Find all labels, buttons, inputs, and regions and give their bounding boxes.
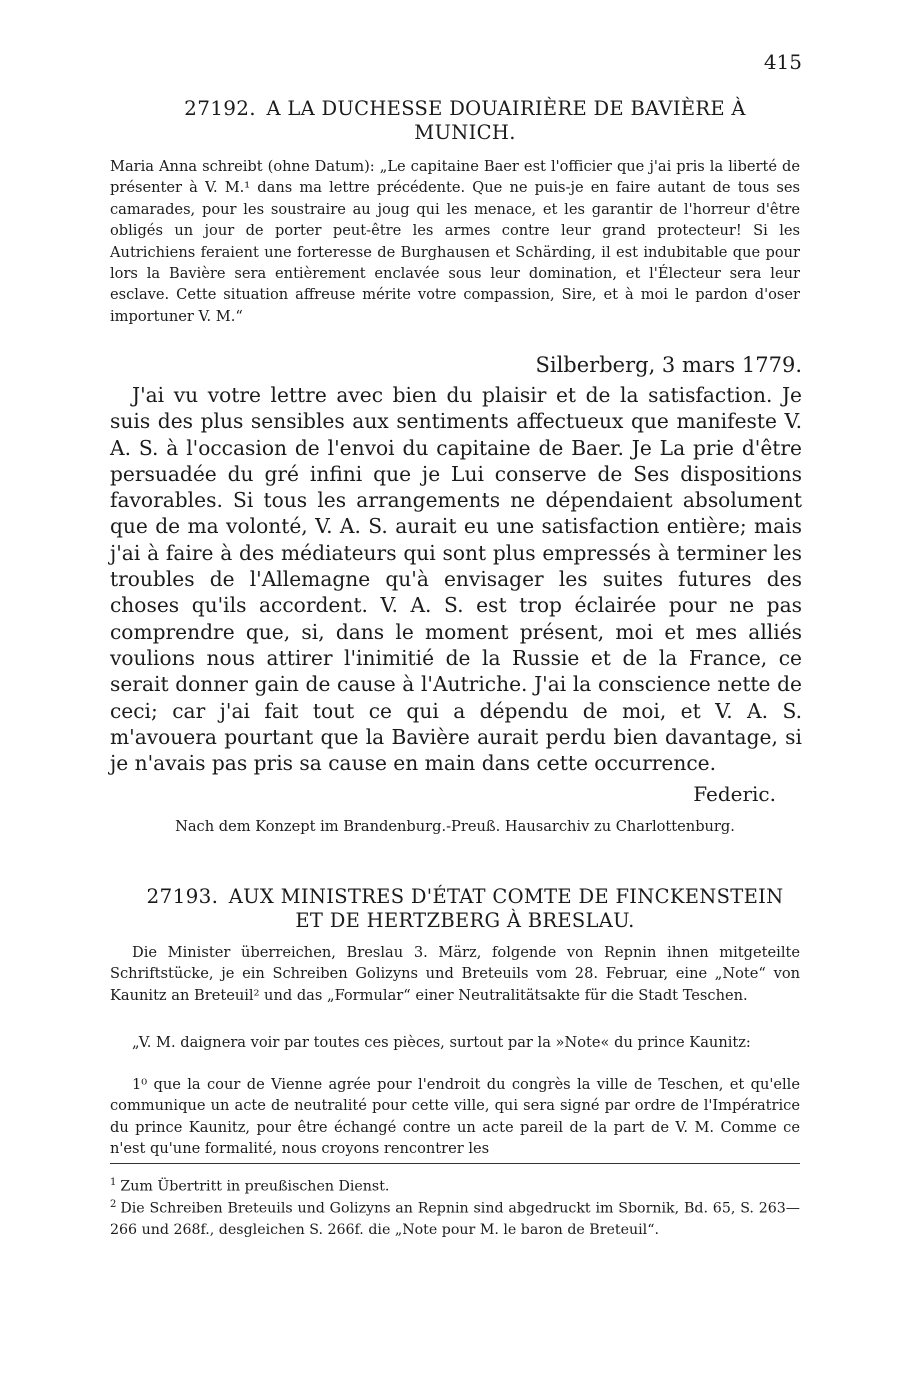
dateline: Silberberg, 3 mars 1779. bbox=[535, 353, 802, 377]
footnote-2 bbox=[110, 1194, 800, 1241]
letter-heading-line bbox=[130, 884, 800, 909]
footnote-text: Zum Übertritt in preußischen Dienst. bbox=[120, 1178, 390, 1195]
letter-heading bbox=[130, 96, 800, 145]
footnote-text: Die Schreiben Breteuils und Golizyns an Repnin sind abgedruckt im Sbornik, Bd. 65, S. 263—266 und 268f., desgleichen S. 266f. die „Note pour M. le baron de Breteuil“. bbox=[110, 1200, 800, 1238]
letter-summary: Die Minister überreichen, Breslau 3. März, folgende von Repnin ihnen mitgeteilte Schriftstücke, je ein Schreiben Golizyns und Breteuils vom 28. Februar, eine „Note“ von Kaunitz an Breteuil² und das „Formular“ einer Neutralitätsakte für die Stadt Teschen. bbox=[110, 944, 800, 1004]
letter-title-line1: AUX MINISTRES D'ÉTAT COMTE DE FINCKENSTEIN bbox=[228, 885, 784, 908]
letter-summary: Maria Anna schreibt (ohne Datum): „Le capitaine Baer est l'officier que j'ai pris la liberté de présenter à V. M.¹ dans ma lettre précédente. Que ne puis-je en faire autant de tous ses camarades, pour les soustraire au joug qui les menace, et les garantir de l'horreur d'être obligés un jour de porter peut-être les armes contre leur grand protecteur! Si les Autrichiens feraient une forteresse de Burghausen et Schärding, il est indubitable que pour lors la Bavière sera entièrement enclavée sous leur domination, et l'Électeur sera leur esclave. Cette situation affreuse mérite votre compassion, Sire, et à moi le pardon d'oser importuner V. M.“ bbox=[110, 158, 800, 325]
page-number: 415 bbox=[763, 50, 802, 74]
letter-heading bbox=[130, 884, 800, 933]
source-note: Nach dem Konzept im Brandenburg.-Preuß. Hausarchiv zu Charlottenburg. bbox=[175, 818, 735, 835]
letter-body: J'ai vu votre lettre avec bien du plaisir et de la satisfaction. Je suis des plus sensibles aux sentiments affectueux que manifeste V. A. S. à l'occasion de l'envoi du capitaine de Baer. Je La prie d'être persuadée du gré infini que je Lui conserve de Ses dispositions favorables. Si tous les arrangements ne dépendaient absolument que de ma volonté, V. A. S. aurait eu une satisfaction entière; mais j'ai à faire à des médiateurs qui sont plus empressés à terminer les troubles de l'Allemagne qu'à envisager les suites futures des choses qu'ils accordent. V. A. S. est trop éclairée pour ne pas comprendre que, si, dans le moment présent, moi et mes alliés voulions nous attirer l'inimitié de la Russie et de la France, ce serait donner gain de cause à l'Autriche. J'ai la conscience nette de ceci; car j'ai fait tout ce qui a dépendu de moi, et V. A. S. m'avouera pourtant que la Bavière aurait perdu bien davantage, si je n'avais pas pris sa cause en main dans cette occurrence. bbox=[110, 383, 802, 776]
footnote-number: 2 bbox=[110, 1199, 117, 1210]
footnote-number: 1 bbox=[110, 1177, 117, 1188]
letter-title-line1: A LA DUCHESSE DOUAIRIÈRE DE BAVIÈRE À bbox=[266, 97, 746, 120]
letter-number: 27192. bbox=[184, 96, 256, 120]
letter-title-line2: ET DE HERTZBERG À BRESLAU. bbox=[295, 909, 635, 932]
point-1: 1⁰ que la cour de Vienne agrée pour l'endroit du congrès la ville de Teschen, et qu'elle communique un acte de neutralité pour cette ville, qui sera signé par ordre de l'Impératrice du prince Kaunitz, pour être échangé contre un acte pareil de la part de V. M. Comme ce n'est qu'une formalité, nous croyons rencontrer les bbox=[110, 1076, 800, 1158]
letter-title-line2: MUNICH. bbox=[414, 121, 516, 144]
quote-intro: „V. M. daignera voir par toutes ces pièces, surtout par la »Note« du prince Kaunitz: bbox=[132, 1034, 751, 1051]
letter-heading-line bbox=[130, 96, 800, 121]
signature: Federic. bbox=[693, 782, 776, 806]
letter-number: 27193. bbox=[146, 884, 219, 908]
footnote-divider bbox=[110, 1163, 800, 1164]
